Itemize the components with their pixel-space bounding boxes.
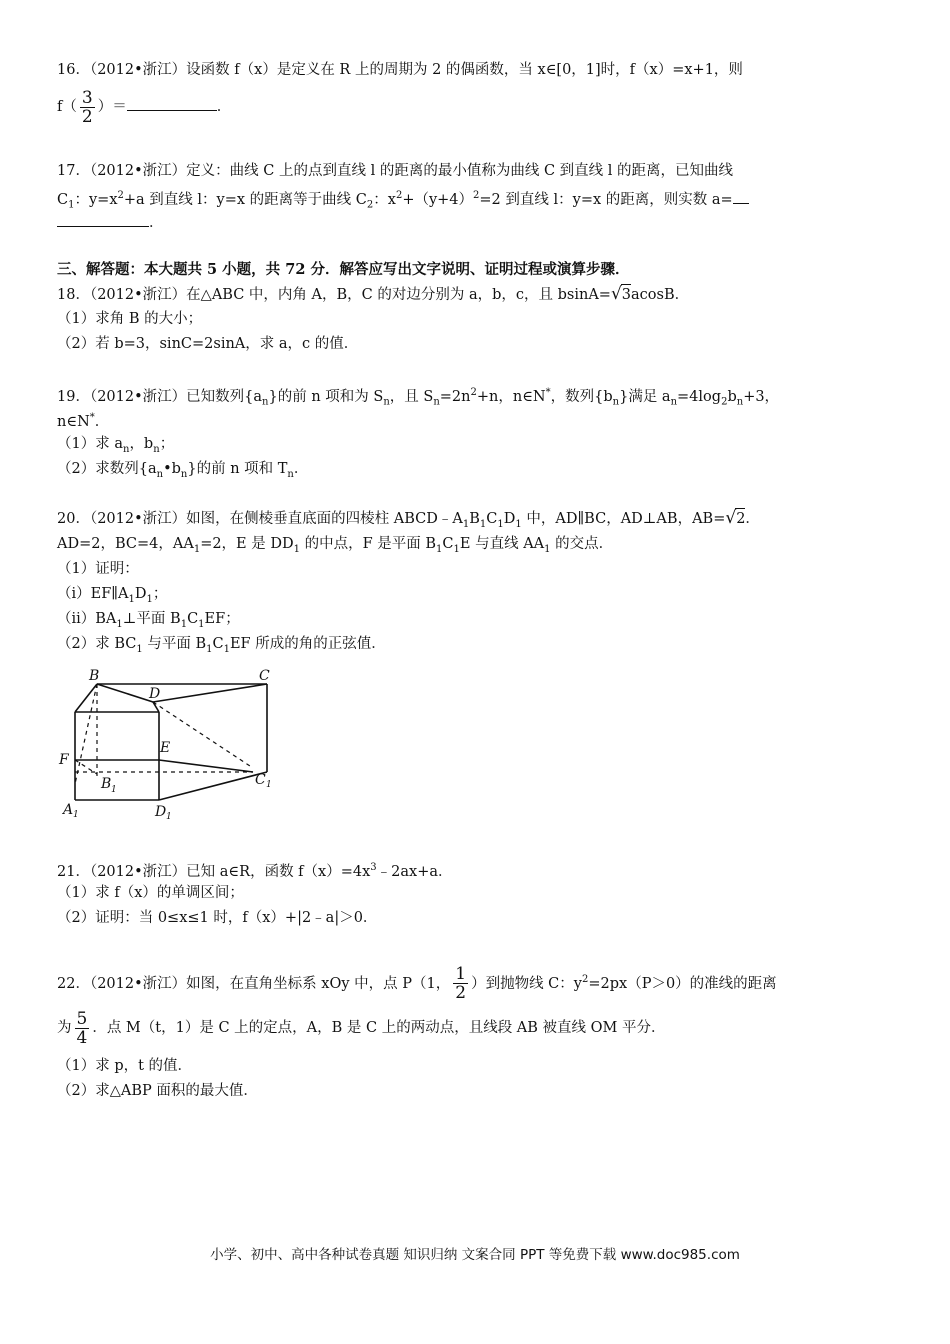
q19-p2s1: n bbox=[156, 468, 164, 480]
q19-s9: n bbox=[736, 396, 744, 408]
q17-sup2: 2 bbox=[395, 190, 403, 201]
label-B: B bbox=[89, 668, 100, 684]
q19-part2 bbox=[57, 459, 308, 485]
q16-number: 16． bbox=[57, 62, 90, 78]
q19-source: （2012•浙江） bbox=[89, 388, 187, 405]
q20-number: 20． bbox=[57, 511, 90, 527]
q20-piia: （ii）BA bbox=[57, 611, 117, 627]
q22-line1 bbox=[57, 960, 777, 1004]
q20-part1: （1）证明： bbox=[57, 561, 139, 577]
q17-number: 17． bbox=[57, 163, 90, 179]
q20-l2s1: 1 bbox=[193, 543, 201, 555]
q16-line1 bbox=[57, 60, 743, 80]
page-footer: 小学、初中、高中各种试卷真题 知识归纳 文案合同 PPT 等免费下载 www.doc985.com bbox=[210, 1247, 740, 1263]
edge-DC bbox=[153, 684, 267, 702]
q22-line2 bbox=[57, 1008, 666, 1048]
label-D1: D bbox=[155, 804, 167, 820]
q21-number: 21． bbox=[57, 863, 90, 880]
label-F: F bbox=[59, 752, 69, 768]
q20-l2b: =2，E 是 DD bbox=[200, 536, 294, 552]
q20-t2: B bbox=[469, 511, 480, 527]
q20-l2s4: 1 bbox=[453, 543, 460, 555]
q20-p2s1: 1 bbox=[136, 643, 143, 655]
q20-part1-i bbox=[57, 584, 167, 610]
q16-line2 bbox=[57, 88, 231, 126]
q20-piid: EF； bbox=[204, 611, 240, 627]
q22-part1: （1）求 p，t 的值． bbox=[57, 1058, 193, 1074]
q21-part2: （2）证明：当 0≤x≤1 时，f（x）+|2﹣a|＞0． bbox=[57, 910, 378, 926]
q16-num: 3 bbox=[81, 87, 93, 108]
edge-DC1-hidden bbox=[153, 702, 253, 768]
q22-t3: =2px（P＞0）的准线的距离 bbox=[588, 975, 777, 992]
q21-sup: 3 bbox=[370, 862, 377, 873]
q20-piis2: 1 bbox=[180, 618, 188, 630]
q19-p1s2: n bbox=[153, 443, 160, 455]
sqrt-icon: √ bbox=[610, 284, 622, 304]
q20-pib: D bbox=[134, 586, 147, 602]
q16-end: ． bbox=[216, 99, 232, 115]
label-C1: C bbox=[255, 772, 266, 788]
q19-t7: }满足 a bbox=[619, 388, 671, 405]
q18-text2: acosB． bbox=[631, 287, 690, 303]
q17-text: 定义：曲线 C 上的点到直线 l 的距离的最小值称为曲线 C 到直线 l 的距离，已知曲线 bbox=[186, 163, 734, 179]
label-D: D bbox=[149, 686, 161, 702]
q20-pic: ； bbox=[152, 586, 168, 602]
q21-part1: （1）求 f（x）的单调区间； bbox=[57, 885, 244, 901]
q18-number: 18． bbox=[57, 287, 90, 303]
label-E: E bbox=[160, 740, 171, 756]
q19-t2: }的前 n 项和为 S bbox=[268, 388, 384, 405]
q22-num2: 5 bbox=[76, 1008, 88, 1029]
q20-l2d: C bbox=[442, 536, 454, 552]
q19-t10: +3， bbox=[743, 388, 780, 405]
q20-t1: 如图，在侧棱垂直底面的四棱柱 ABCD﹣A bbox=[186, 511, 463, 527]
q20-l2a: AD=2，BC=4，AA bbox=[57, 536, 194, 552]
q20-p2d: EF 所成的角的正弦值． bbox=[229, 636, 386, 652]
q17-sup3: 2 bbox=[473, 190, 480, 201]
q16-fraction bbox=[80, 89, 95, 126]
q19-s2: n bbox=[383, 396, 390, 408]
label-B1: B bbox=[101, 776, 112, 792]
q21-t1: 已知 a∈R，函数 f（x）=4x bbox=[186, 863, 371, 880]
q16-text: 设函数 f（x）是定义在 R 上的周期为 2 的偶函数，当 x∈[0，1]时，f（x）=x+1，则 bbox=[186, 62, 743, 78]
q19-p2c: }的前 n 项和 T bbox=[187, 461, 288, 477]
q20-line2 bbox=[57, 534, 613, 560]
q20-p2c: C bbox=[212, 636, 224, 652]
q17-sup1: 2 bbox=[117, 190, 124, 201]
q16-den: 2 bbox=[81, 106, 93, 127]
q20-source: （2012•浙江） bbox=[89, 511, 187, 527]
q19-t4: =2n bbox=[439, 388, 471, 405]
q19-s6: n bbox=[612, 396, 620, 408]
q19-s8: 2 bbox=[721, 396, 728, 408]
q20-l2c: 的中点，F 是平面 B bbox=[300, 536, 437, 552]
q22-num1: 1 bbox=[455, 964, 467, 985]
label-B1-sub: 1 bbox=[111, 785, 117, 795]
q20-t3: C bbox=[486, 511, 498, 527]
q17-sub1: 1 bbox=[68, 199, 75, 211]
q19-s7: n bbox=[670, 396, 678, 408]
q19-s3: n bbox=[433, 396, 440, 408]
q22-t2: ）到抛物线 C：y bbox=[471, 975, 582, 992]
q19-p2s3: n bbox=[287, 468, 294, 480]
q18-part2: （2）若 b=3，sinC=2sinA，求 a，c 的值． bbox=[57, 336, 359, 352]
edge-EC1 bbox=[159, 760, 253, 772]
q22-part2: （2）求△ABP 面积的最大值． bbox=[57, 1083, 258, 1099]
q20-s3: 1 bbox=[497, 518, 504, 530]
q19-p2a: （2）求数列{a bbox=[57, 461, 157, 477]
q19-p2s2: n bbox=[180, 468, 188, 480]
q19-l2: n∈N bbox=[57, 413, 90, 430]
sqrt-icon: √ bbox=[725, 508, 737, 528]
q17-line1 bbox=[57, 161, 733, 181]
q17-sub2: 2 bbox=[366, 199, 374, 211]
q22-source: （2012•浙江） bbox=[89, 975, 187, 992]
q21-source: （2012•浙江） bbox=[89, 863, 187, 880]
q18-part1: （1）求角 B 的大小； bbox=[57, 311, 203, 327]
q19-p1s1: n bbox=[122, 443, 130, 455]
q22-l2b: ．点 M（t，1）是 C 上的定点，A，B 是 C 上的两动点，且线段 AB 被直线 OM 平分． bbox=[92, 1020, 666, 1036]
q20-line1 bbox=[57, 508, 760, 535]
q19-line2 bbox=[57, 408, 109, 432]
q19-s5: * bbox=[545, 387, 551, 398]
q19-p1c: ； bbox=[159, 436, 175, 452]
q19-part1 bbox=[57, 434, 174, 460]
label-C1-sub: 1 bbox=[266, 780, 272, 790]
q22-sup: 2 bbox=[581, 974, 589, 985]
q17-eq2: +a 到直线 l：y=x 的距离等于曲线 C bbox=[123, 191, 367, 208]
q16-answer-blank[interactable] bbox=[127, 96, 217, 111]
q21-t2: ﹣2ax+a． bbox=[376, 863, 453, 880]
section3-heading: 三、解答题：本大题共 5 小题，共 72 分．解答应写出文字说明、证明过程或演算步骤． bbox=[57, 261, 630, 278]
q18-source: （2012•浙江） bbox=[89, 287, 187, 303]
q20-s2: 1 bbox=[479, 518, 487, 530]
label-D1-sub: 1 bbox=[166, 812, 172, 820]
edge-BA bbox=[75, 684, 97, 712]
q22-l2a: 为 bbox=[57, 1020, 72, 1036]
q18-text: 在△ABC 中，内角 A，B，C 的对边分别为 a，b，c，且 bsinA= bbox=[186, 287, 611, 303]
q22-den1: 2 bbox=[455, 983, 467, 1004]
q20-piis3: 1 bbox=[198, 618, 205, 630]
q22-number: 22． bbox=[57, 975, 90, 992]
q20-s4: 1 bbox=[515, 518, 522, 530]
q22-den2: 4 bbox=[76, 1027, 88, 1048]
q19-t6: ，数列{b bbox=[550, 388, 613, 405]
q20-p2a: （2）求 BC bbox=[57, 636, 137, 652]
q16-f: f（ bbox=[57, 99, 77, 115]
q22-fraction-five-quarters bbox=[75, 1010, 90, 1047]
q19-t3: ，且 S bbox=[389, 388, 434, 405]
q19-p1b: ，b bbox=[129, 436, 154, 452]
q19-line1 bbox=[57, 383, 779, 413]
q20-l2s3: 1 bbox=[436, 543, 443, 555]
q17-eq3: ：x bbox=[373, 191, 396, 208]
q20-p2b: 与平面 B bbox=[142, 636, 207, 652]
q20-l2s2: 1 bbox=[293, 543, 300, 555]
q20-piis1: 1 bbox=[116, 618, 123, 630]
q20-part1-ii bbox=[57, 609, 240, 635]
label-C: C bbox=[259, 668, 270, 684]
q20-t5: 中，AD∥BC，AD⊥AB，AB= bbox=[521, 511, 726, 527]
q22-t1: 如图，在直角坐标系 xOy 中，点 P（1， bbox=[186, 975, 451, 992]
q20-piib: ⊥平面 B bbox=[122, 611, 181, 627]
q17-eq1: ：y=x bbox=[74, 191, 118, 208]
label-A1-sub: 1 bbox=[73, 810, 79, 820]
q19-s1: n bbox=[262, 396, 269, 408]
q20-s1: 1 bbox=[462, 518, 470, 530]
q19-t8: =4log bbox=[677, 388, 722, 405]
edge-BD bbox=[97, 684, 153, 702]
q20-sqrt: 2 bbox=[735, 508, 745, 529]
q17-eq4: +（y+4） bbox=[402, 191, 474, 208]
q19-p2b: •b bbox=[163, 461, 181, 477]
q20-l2s5: 1 bbox=[544, 543, 551, 555]
q19-s4: 2 bbox=[470, 387, 477, 398]
q22-fraction-half bbox=[453, 965, 468, 1002]
q16-source: （2012•浙江） bbox=[89, 62, 187, 78]
q18-sqrt: 3 bbox=[621, 284, 631, 305]
label-A1: A bbox=[63, 802, 74, 818]
q16-close: ）＝ bbox=[97, 99, 127, 115]
q19-t5: +n，n∈N bbox=[476, 388, 546, 405]
q20-piic: C bbox=[187, 611, 199, 627]
q20-p2s3: 1 bbox=[223, 643, 230, 655]
q19-p1a: （1）求 a bbox=[57, 436, 123, 452]
q17-source: （2012•浙江） bbox=[89, 163, 187, 179]
q20-pis1: 1 bbox=[128, 593, 135, 605]
q17-line3 bbox=[57, 212, 164, 233]
q17-answer-blank-b[interactable] bbox=[57, 212, 149, 227]
q20-pis2: 1 bbox=[146, 593, 153, 605]
q20-part2 bbox=[57, 634, 386, 660]
prism-figure bbox=[57, 664, 287, 820]
q19-l2s: * bbox=[89, 412, 95, 423]
q17-c: C bbox=[57, 191, 69, 208]
q18-line1 bbox=[57, 284, 689, 305]
q17-answer-blank-a[interactable] bbox=[733, 189, 749, 204]
q21-line1 bbox=[57, 858, 453, 882]
q20-l2e: E 与直线 AA bbox=[459, 536, 545, 552]
q20-p2s2: 1 bbox=[206, 643, 213, 655]
q19-t9: b bbox=[727, 388, 737, 405]
q19-p2d: ． bbox=[293, 461, 309, 477]
q20-pia: （i）EF∥A bbox=[57, 586, 129, 602]
q19-number: 19． bbox=[57, 388, 90, 405]
edge-D1C1 bbox=[159, 772, 267, 800]
q20-l2f: 的交点． bbox=[550, 536, 614, 552]
q17-end: ． bbox=[149, 215, 164, 231]
q19-l2e: ． bbox=[94, 413, 110, 430]
q20-t4: D bbox=[503, 511, 516, 527]
q20-t6: ． bbox=[745, 511, 760, 527]
q17-eq5: =2 到直线 l：y=x 的距离，则实数 a= bbox=[479, 191, 733, 208]
q19-t1: 已知数列{a bbox=[186, 388, 263, 405]
